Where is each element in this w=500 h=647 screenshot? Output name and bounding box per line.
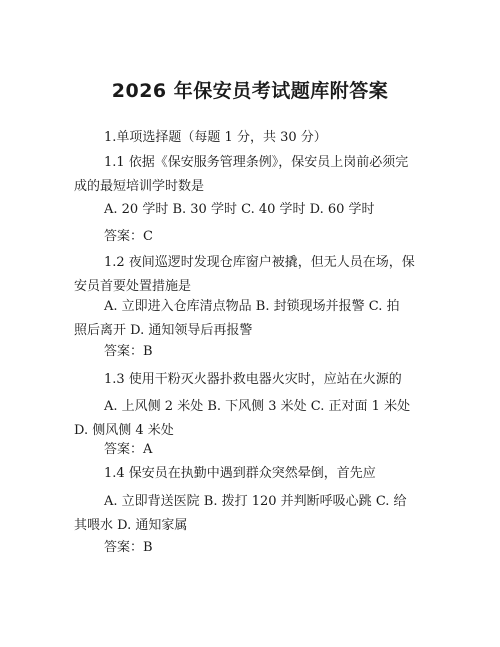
question-1-3-answer: 答案：A [104,442,153,457]
question-options-line: D. 侧风侧 4 米处 [74,423,174,438]
question-options-line: A. 立即进入仓库清点物品 B. 封锁现场并报警 C. 拍 [104,299,400,314]
question-1-3-stem: 1.3 使用干粉灭火器扑救电器火灾时，应站在火源的 [104,372,402,387]
question-options-line: A. 立即背送医院 B. 拨打 120 并判断呼吸心跳 C. 给 [104,494,407,509]
question-options-line: 其喂水 D. 通知家属 [74,518,188,533]
question-stem-line: 成的最短培训学时数是 [74,179,205,194]
question-1-2-stem [74,251,428,299]
question-1-4-stem: 1.4 保安员在执勤中遇到群众突然晕倒，首先应 [104,466,376,481]
question-1-1-stem [74,151,428,199]
question-1-2-answer: 答案：B [104,344,153,359]
question-1-4-answer: 答案：B [104,540,153,555]
question-options-line: 照后离开 D. 通知领导后再报警 [74,323,253,338]
section-heading: 1.单项选择题（每题 1 分，共 30 分） [104,130,327,145]
question-1-1-options: A. 20 学时 B. 30 学时 C. 40 学时 D. 60 学时 [104,202,375,217]
question-1-2-options [74,295,428,343]
question-stem-line: 1.1 依据《保安服务管理条例》，保安员上岗前必须完 [104,155,409,170]
question-options-line: A. 上风侧 2 米处 B. 下风侧 3 米处 C. 正对面 1 米处 [104,399,411,414]
question-stem-line: 安员首要处置措施是 [74,279,192,294]
question-stem-line: 1.2 夜间巡逻时发现仓库窗户被撬，但无人员在场，保 [104,255,415,270]
question-1-3-options [74,395,428,443]
document-title: 2026 年保安员考试题库附答案 [111,80,389,102]
question-1-4-options [74,490,428,538]
question-1-1-answer: 答案：C [104,229,153,244]
